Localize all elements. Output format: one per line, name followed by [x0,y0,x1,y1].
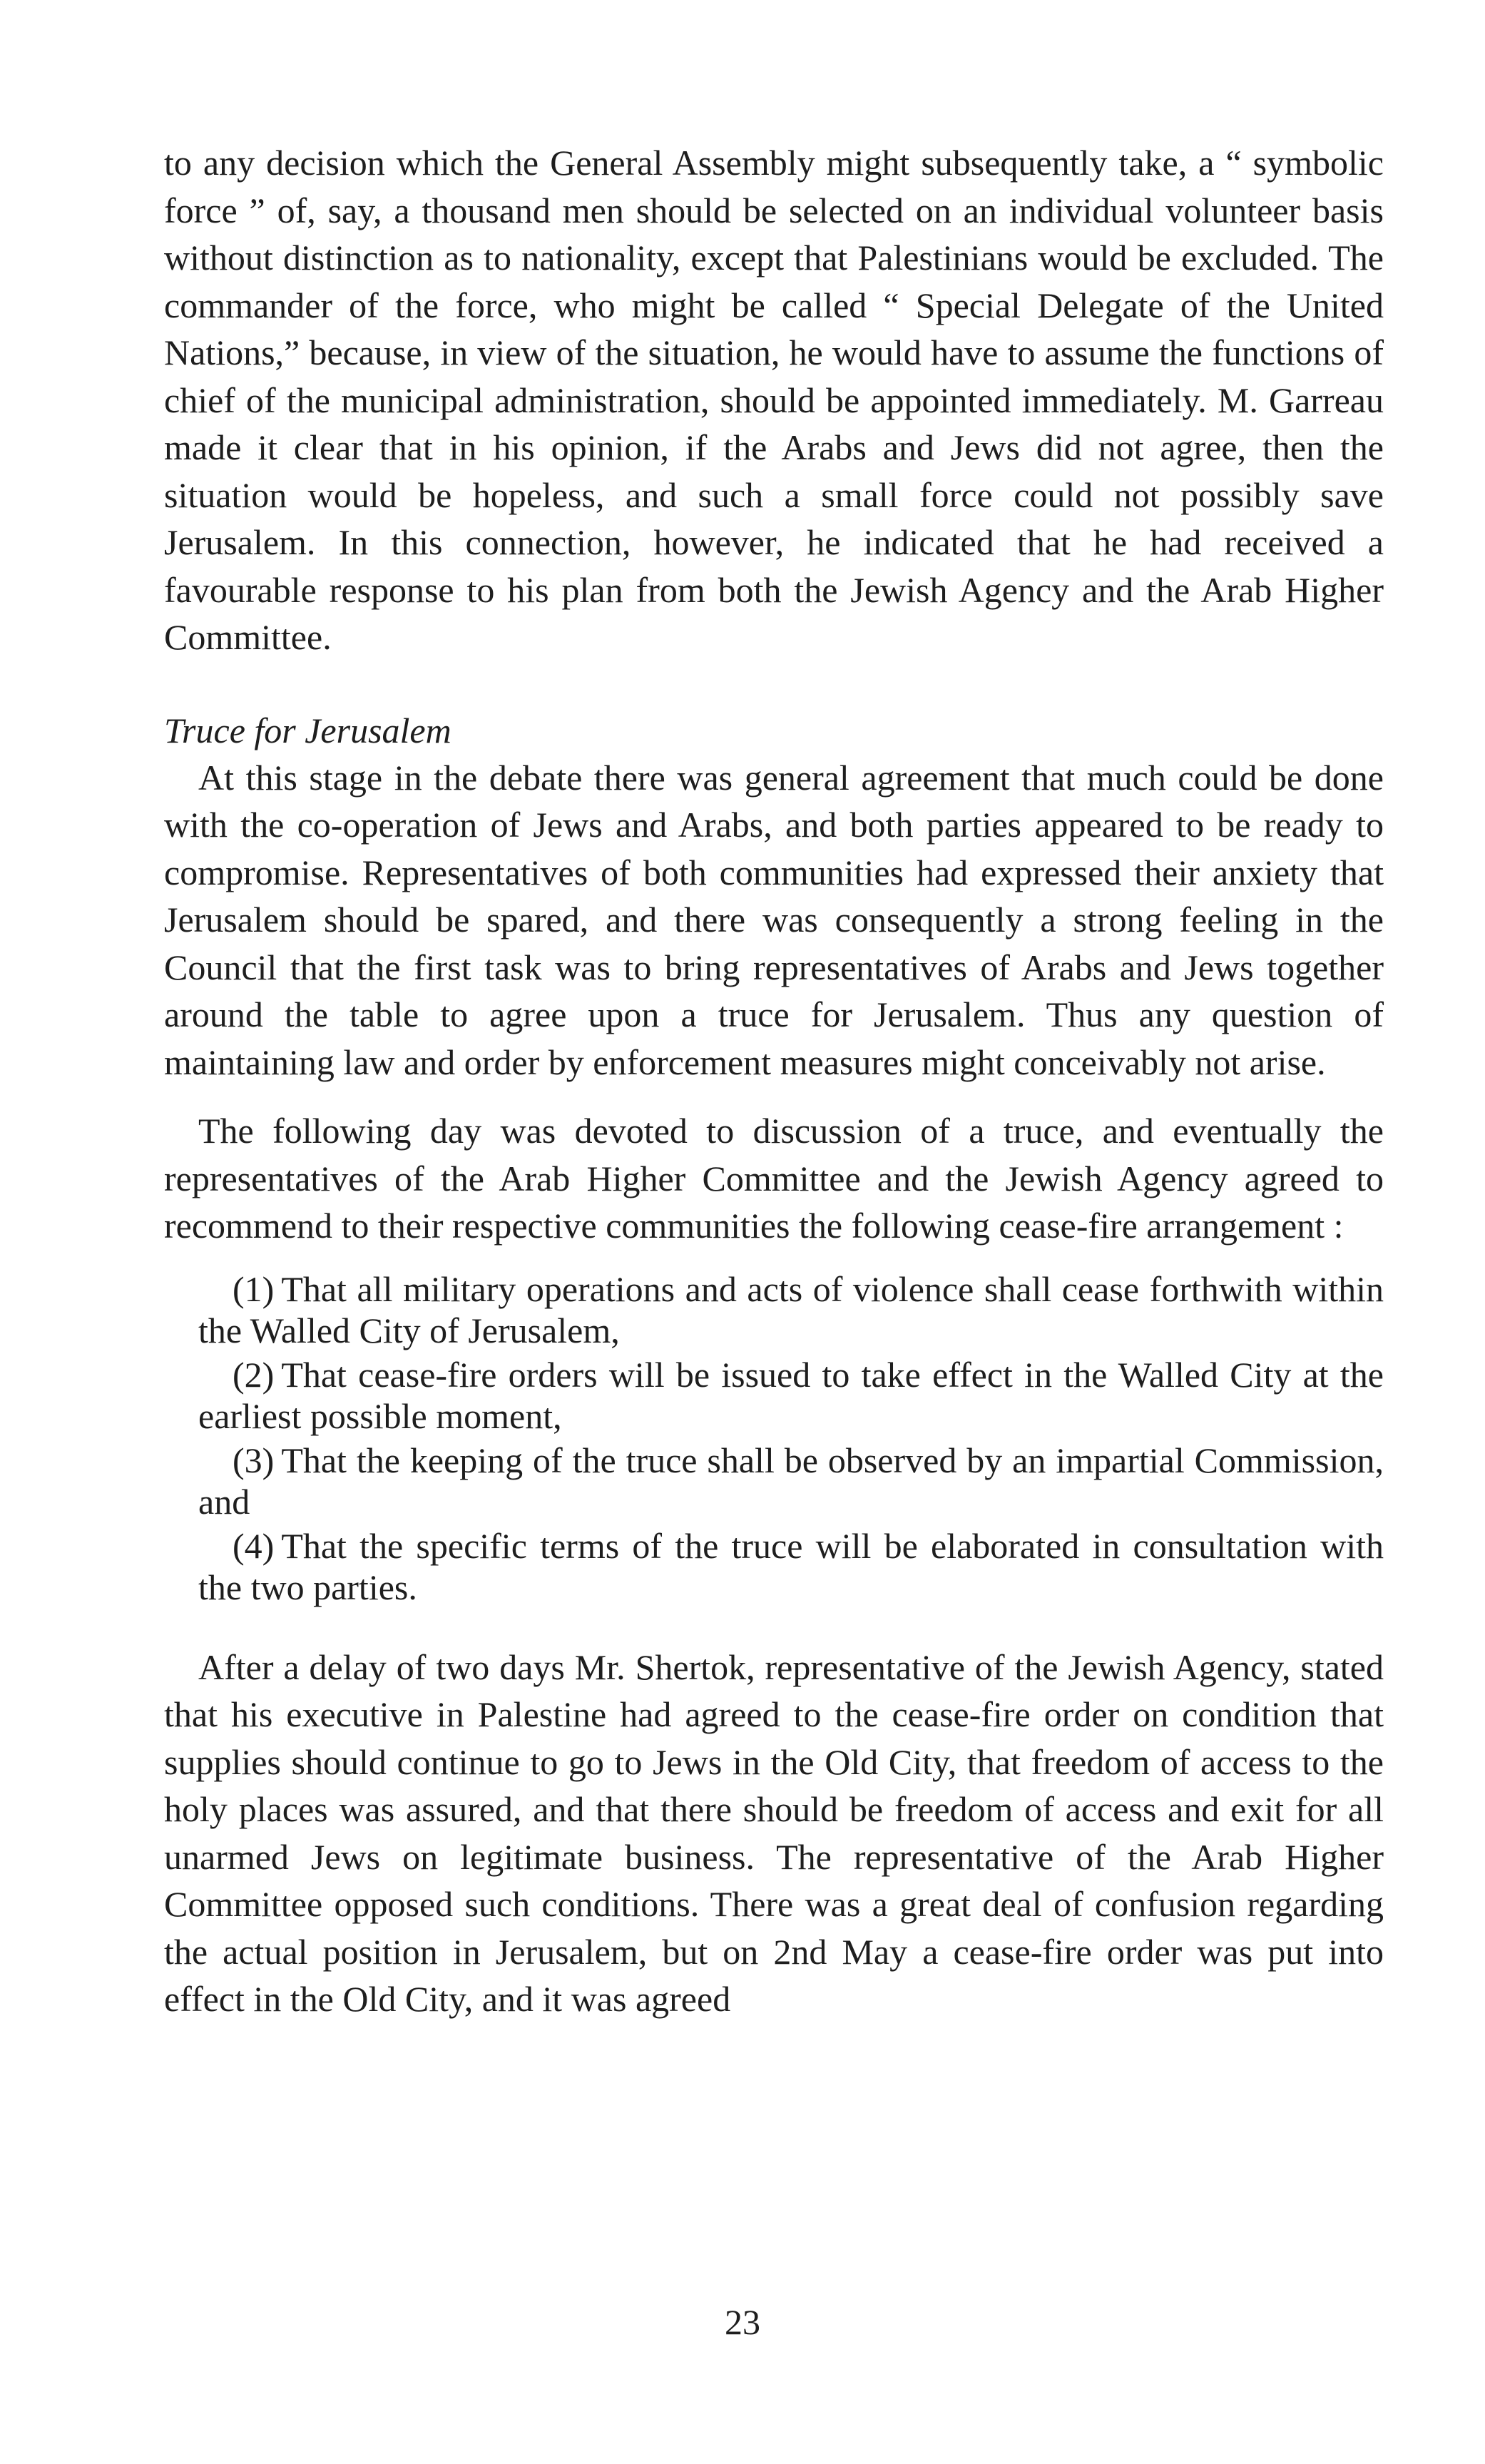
list-item-text: That the specific terms of the truce will be elaborated in consultation with the two parties. [198,1525,1384,1607]
list-item [198,1268,1384,1351]
list-item [198,1440,1384,1522]
list-item [198,1354,1384,1437]
list-item-text: That the keeping of the truce shall be observed by an impartial Commission, and [198,1440,1384,1522]
list-item [198,1525,1384,1608]
paragraph-truce-agreement: At this stage in the debate there was general agreement that much could be done with the co-operation of Jews and Arabs, and both parties appeared to be ready to compromise. Representatives of both communities had expressed their anxiety that Jerusalem should be spared, and there was consequently a strong feeling in the Council that the first task was to bring representatives of Arabs and Jews together around the table to agree upon a truce for Jerusalem. Thus any question of maintaining law and order by enforcement measures might conceivably not arise. [164,757,1384,1082]
list-item-text: That cease-fire orders will be issued to take effect in the Walled City at the earliest possible moment, [198,1354,1384,1436]
list-item-number: (2) [233,1354,275,1395]
list-item-number: (3) [233,1440,275,1480]
section-heading: Truce for Jerusalem [164,710,451,750]
paragraph-shertok: After a delay of two days Mr. Shertok, representative of the Jewish Agency, stated that his executive in Palestine had agreed to the cease-fire order on condition that supplies should continue to go to Jews in the Old City, that freedom of access to the holy places was assured, and that there should be freedom of access and exit for all unarmed Jews on legitimate business. The representative of the Arab Higher Committee opposed such conditions. There was a great deal of confusion regarding the actual position in Jerusalem, but on 2nd May a cease-fire order was put into effect in the Old City, and it was agreed [164,1646,1384,2019]
paragraph-continuation: to any decision which the General Assembly might subsequently take, a “ symbolic force ” of, say, a thousand men should be selected on an individual volunteer basis without distinction as to nationality, except that Palestinians would be excluded. The commander of the force, who might be called “ Special Delegate of the United Nations,” because, in view of the situation, he would have to assume the functions of chief of the municipal administration, should be appointed immediately. M. Garreau made it clear that in his opinion, if the Arabs and Jews did not agree, then the situation would be hopeless, and such a small force could not possibly save Jerusalem. In this connection, however, he indicated that he had received a favourable response to his plan from both the Jewish Agency and the Arab Higher Committee. [164,143,1384,657]
cease-fire-list [198,1268,1384,1608]
page-body [164,139,1384,2023]
list-item-number: (4) [233,1525,275,1566]
paragraph-following-day: The following day was devoted to discussion of a truce, and eventually the representatives of the Arab Higher Committee and the Jewish Agency agreed to recommend to their respective communities the following cease-fire arrangement : [164,1111,1384,1246]
list-item-text: That all military operations and acts of violence shall cease forthwith within the Walled City of Jerusalem, [198,1268,1384,1350]
page-number: 23 [725,2302,760,2342]
list-item-number: (1) [233,1268,275,1309]
